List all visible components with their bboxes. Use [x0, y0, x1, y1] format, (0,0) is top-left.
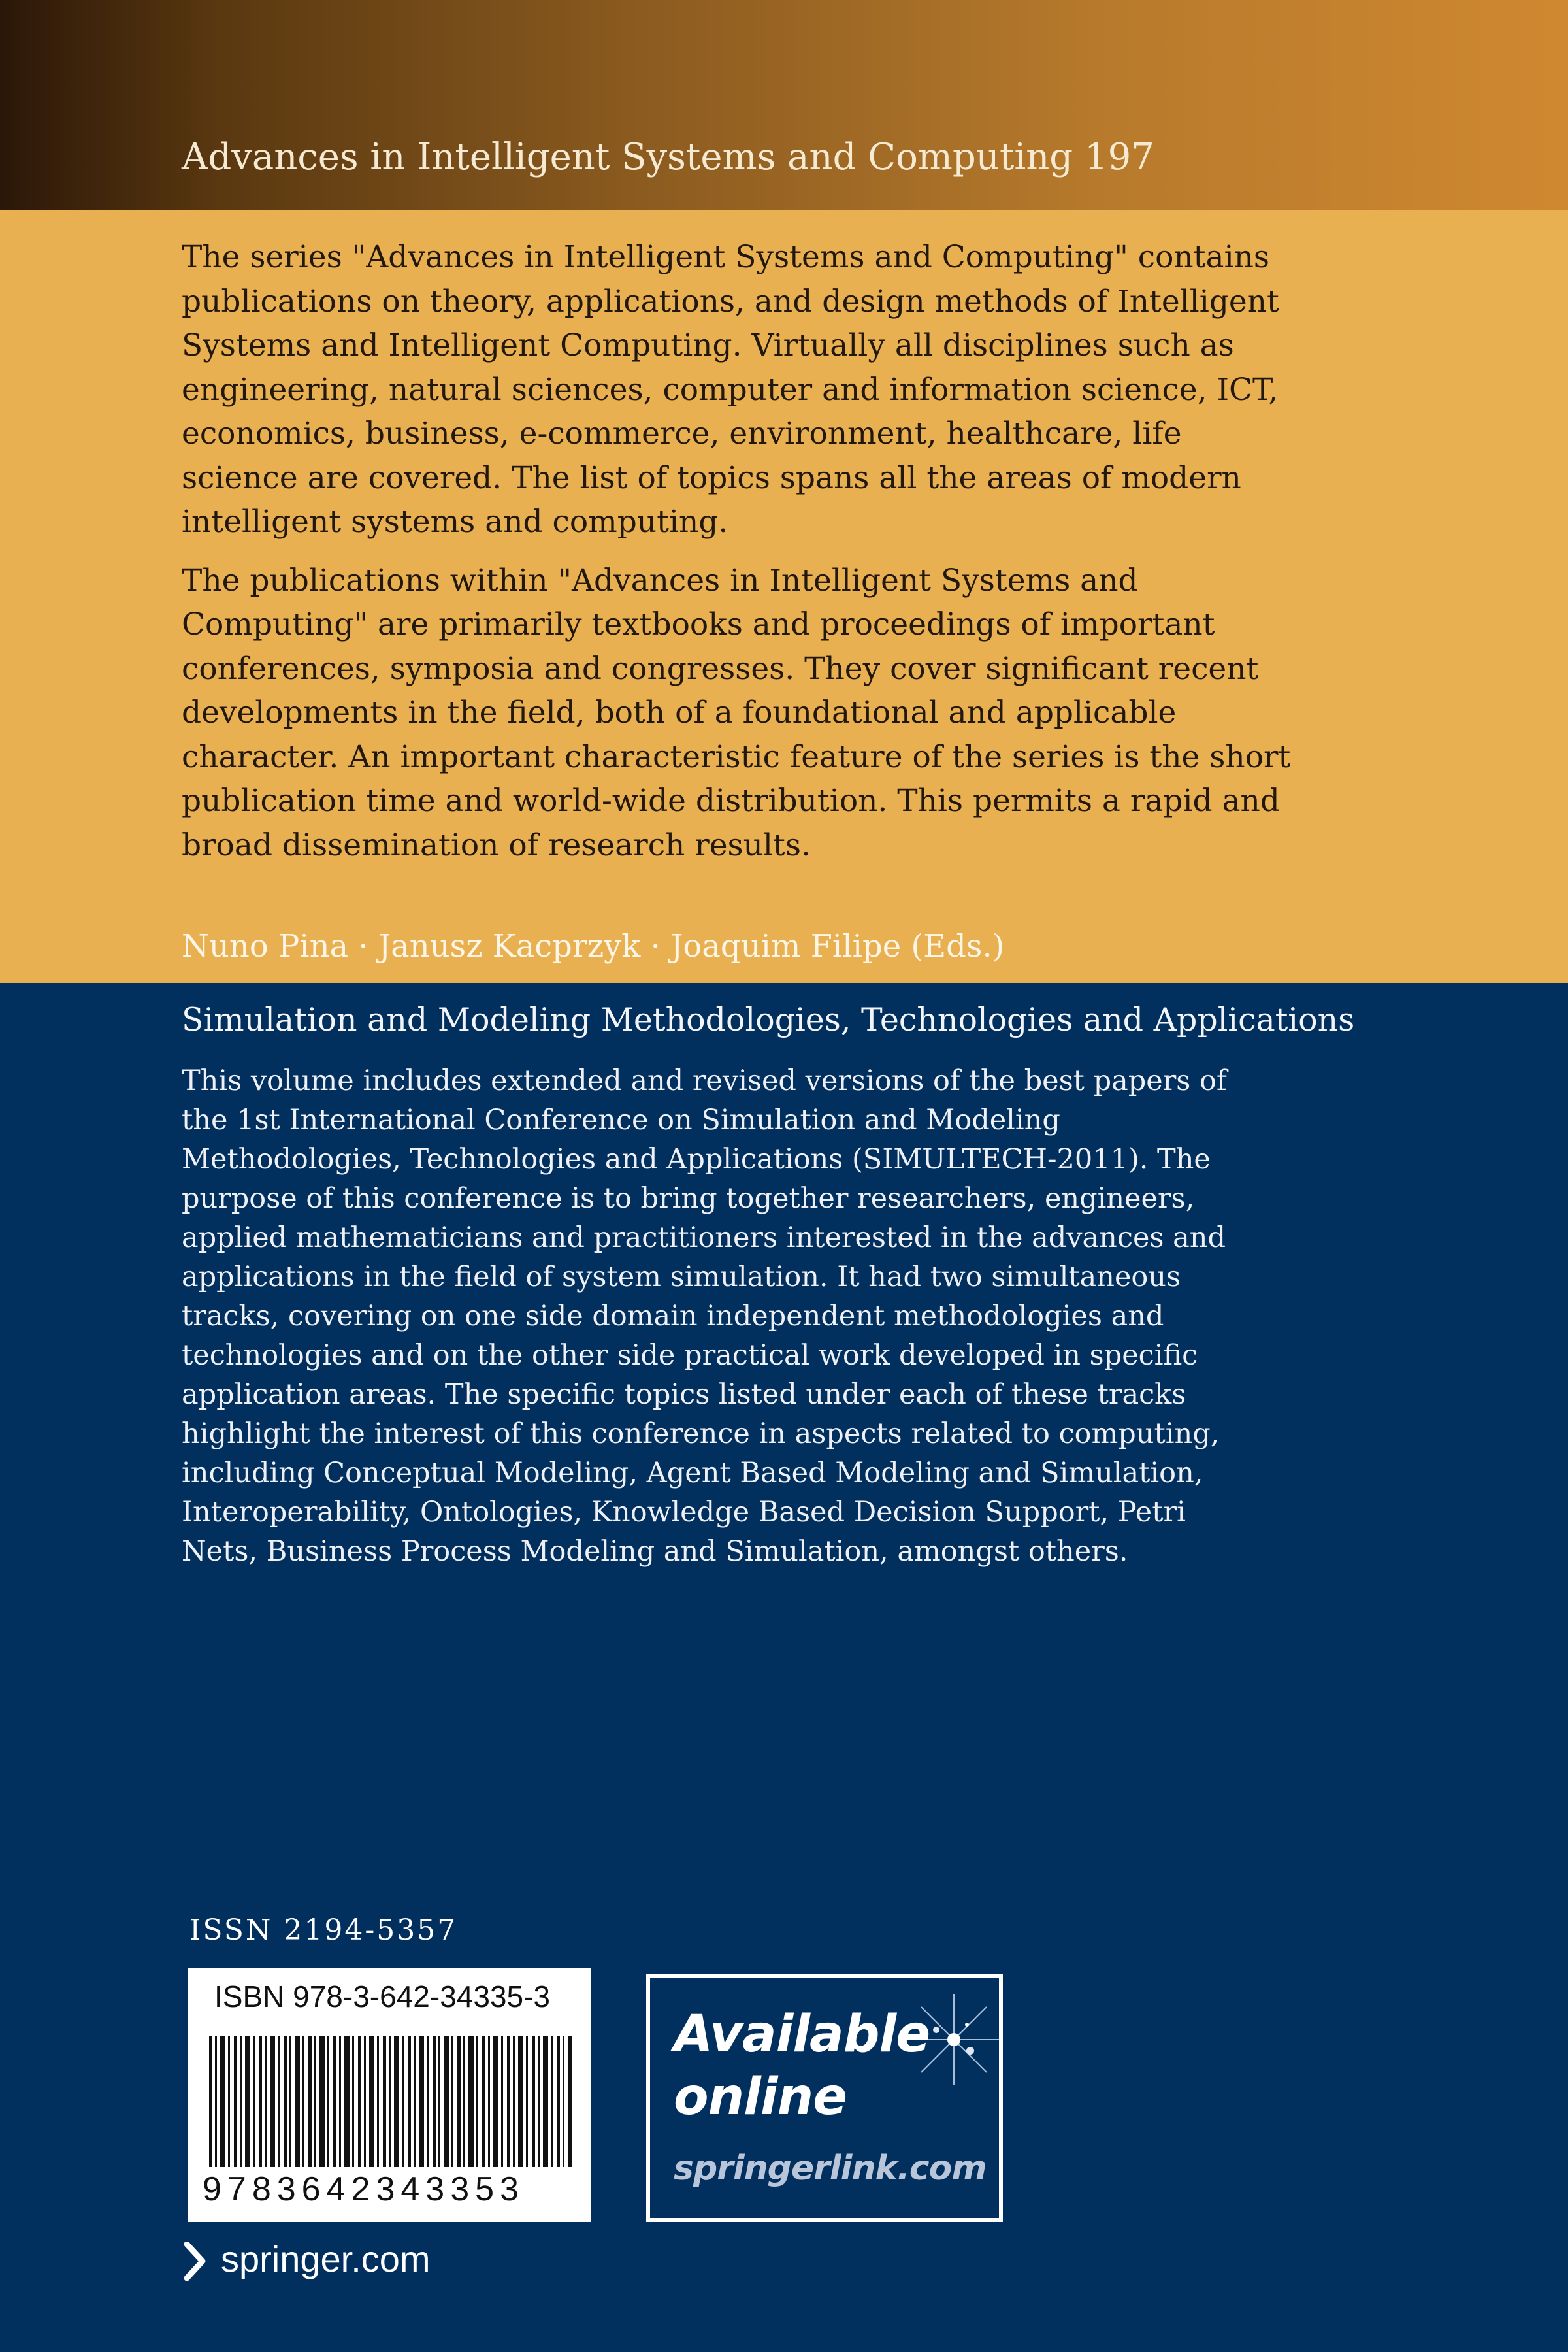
- barcode: [188, 1968, 591, 2222]
- available-online-badge[interactable]: [646, 1974, 1003, 2222]
- book-title: Simulation and Modeling Methodologies, Technologies and Applications: [182, 1001, 1355, 1038]
- barcode-digits: 9783642343353: [203, 2170, 525, 2208]
- online-label: online: [674, 2068, 847, 2127]
- series-description-paragraph: The publications within "Advances in Intelligent Systems and Computing" are primarily textbooks and proceedings of important conferences, symposia and congresses. They cover significant recent developments in the field, both of a foundational and applicable character. An important characteristic feature of the series is the short publication time and world-wide distribution. This permits a rapid and broad dissemination of research results.: [182, 562, 1291, 863]
- series-description-paragraph: The series "Advances in Intelligent Systems and Computing" contains publications on theory, applications, and design methods of Intelligent Systems and Intelligent Computing. Virtually all disciplines such as engineering, natural sciences, computer and information science, ICT, economics, business, e-commerce, environment, healthcare, life science are covered. The list of topics spans all the areas of modern intelligent systems and computing.: [182, 239, 1279, 540]
- series-title: Advances in Intelligent Systems and Computing 197: [182, 136, 1154, 178]
- barcode-bars: [209, 2036, 572, 2167]
- book-description: This volume includes extended and revised versions of the best papers of the 1st International Conference on Simulation and Modeling Methodologies, Technologies and Applications (SIMULTECH-2011). The purpose of this conference is to bring together researchers, engineers, applied mathematicians and practitioners interested in the advances and applications in the field of system simulation. It had two simultaneous tracks, covering on one side domain independent methodologies and technologies and on the other side practical work developed in specific application areas. The specific topics listed under each of these tracks highlight the interest of this conference in aspects related to computing, including Conceptual Modeling, Agent Based Modeling and Simulation, Interoperability, Ontologies, Knowledge Based Decision Support, Petri Nets, Business Process Modeling and Simulation, amongst others.: [182, 1065, 1227, 1568]
- editors: Nuno Pina · Janusz Kacprzyk · Joaquim Filipe (Eds.): [182, 928, 1005, 965]
- available-label: Available: [674, 2005, 930, 2064]
- isbn-label: ISBN 978-3-642-34335-3: [214, 1979, 550, 2013]
- issn: ISSN 2194-5357: [189, 1913, 458, 1947]
- springerlink-link[interactable]: springerlink.com: [674, 2149, 987, 2188]
- springer-url: springer.com: [221, 2238, 431, 2279]
- chevron-right-icon: [183, 2242, 206, 2281]
- series-description: [182, 235, 1292, 882]
- top-band: [0, 0, 1568, 210]
- springer-link[interactable]: [183, 2235, 510, 2287]
